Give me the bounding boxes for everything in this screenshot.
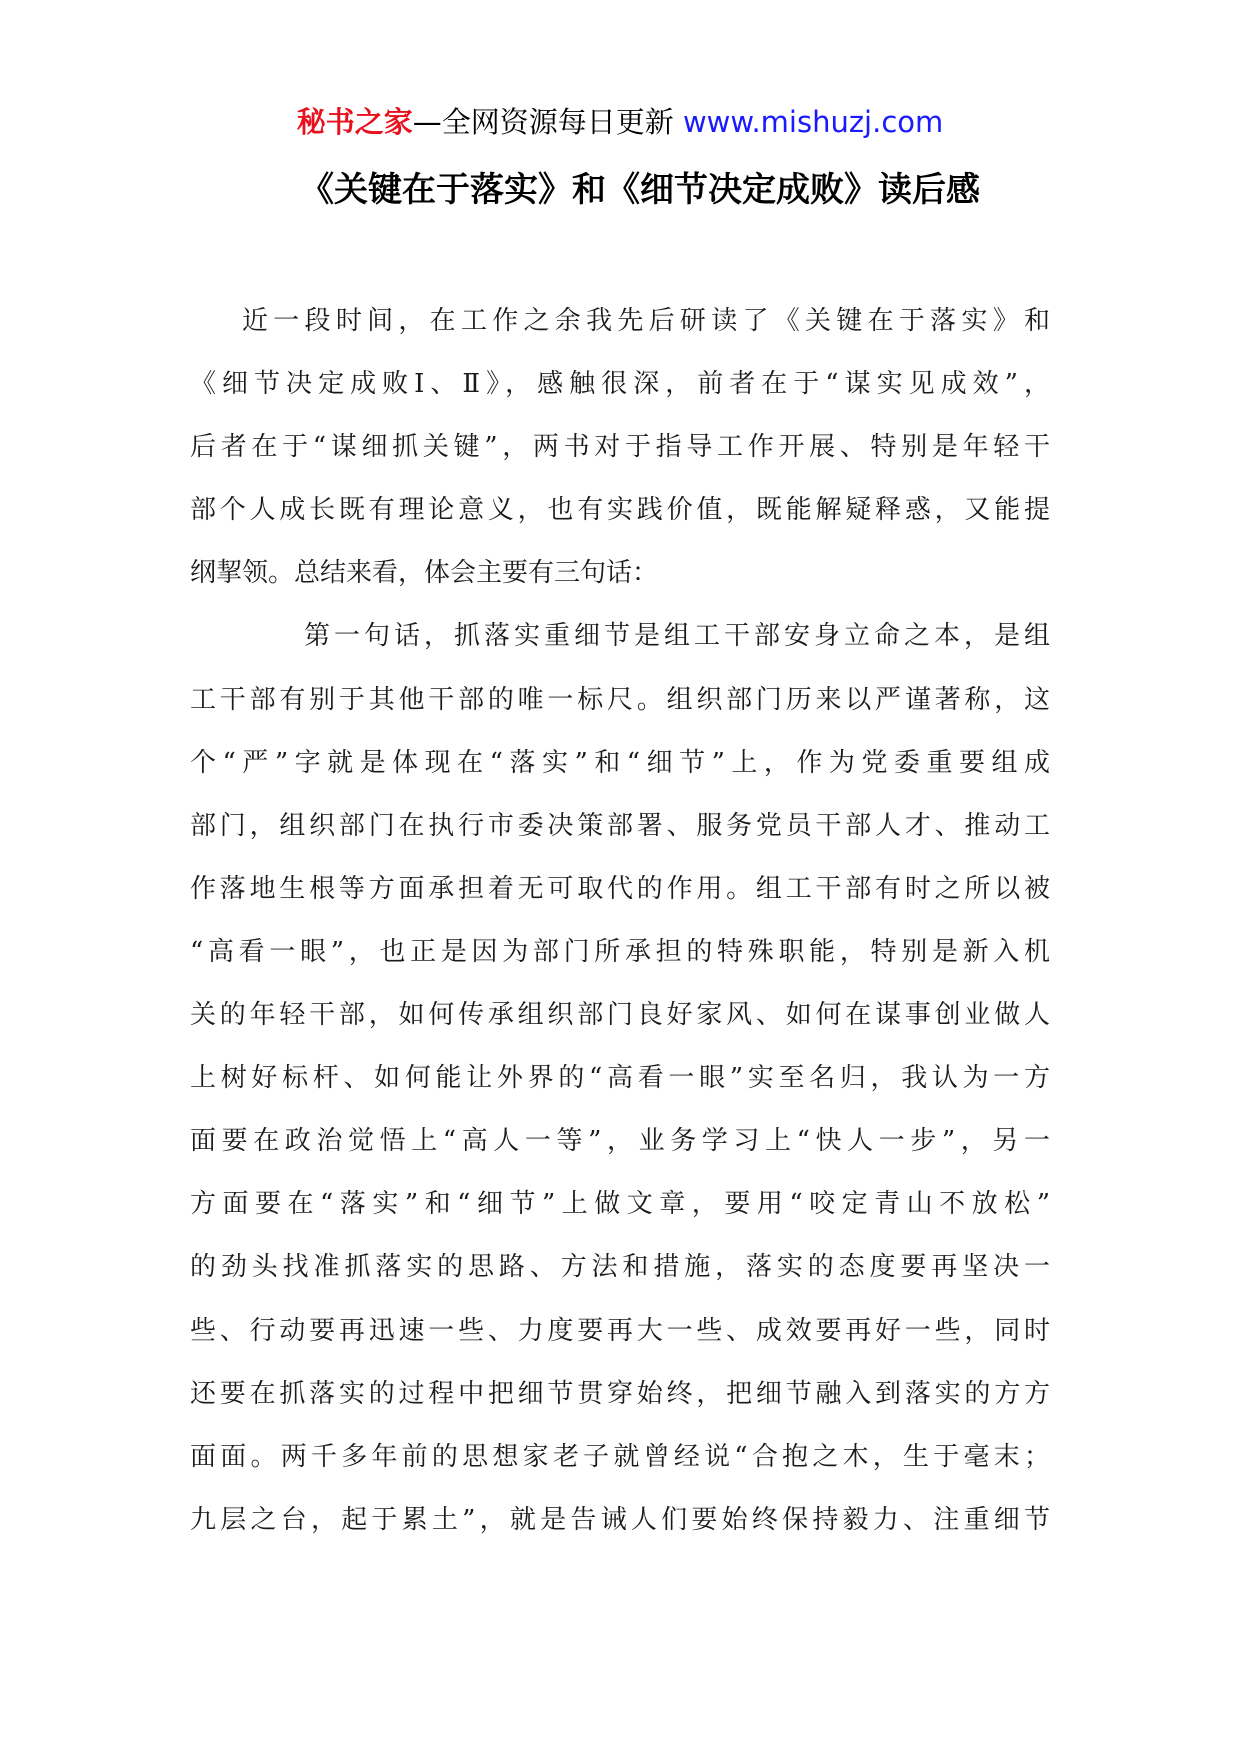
paragraph-line: 的劲头找准抓落实的思路、方法和措施，落实的态度要再坚决一 bbox=[190, 1252, 1050, 1283]
paragraph-line: 关的年轻干部，如何传承组织部门良好家风、如何在谋事创业做人 bbox=[190, 1000, 1050, 1031]
paragraph-line: 个“严”字就是体现在“落实”和“细节”上，作为党委重要组成 bbox=[190, 747, 1050, 778]
paragraph-line: 面要在政治觉悟上“高人一等”，业务学习上“快人一步”，另一 bbox=[190, 1126, 1050, 1157]
paragraph-line: 面面。两千多年前的思想家老子就曾经说“合抱之木，生于毫末； bbox=[190, 1441, 1050, 1472]
paragraph-line: 些、行动要再迅速一些、力度要再大一些、成效要再好一些，同时 bbox=[190, 1315, 1050, 1346]
site-url-link[interactable]: www.mishuzj.com bbox=[682, 105, 944, 139]
paragraph-line: 还要在抓落实的过程中把细节贯穿始终，把细节融入到落实的方方 bbox=[190, 1378, 1050, 1409]
paragraph-line: 部门，组织部门在执行市委决策部署、服务党员干部人才、推动工 bbox=[190, 810, 1050, 841]
document-body bbox=[190, 290, 1050, 1552]
site-tagline: —全网资源每日更新 bbox=[412, 105, 674, 139]
document-title: 《关键在于落实》和《细节决定成败》读后感 bbox=[300, 170, 980, 210]
paragraph-line: 《细节决定成败Ⅰ、Ⅱ》，感触很深，前者在于“谋实见成效”， bbox=[190, 369, 1050, 400]
site-header bbox=[0, 102, 1240, 142]
paragraph-line: 近一段时间，在工作之余我先后研读了《关键在于落实》和 bbox=[242, 306, 1050, 336]
paragraph-line: 方面要在“落实”和“细节”上做文章，要用“咬定青山不放松” bbox=[190, 1189, 1050, 1220]
paragraph-line: 纲挈领。总结来看，体会主要有三句话： bbox=[190, 558, 659, 589]
paragraph-line: 第一句话，抓落实重细节是组工干部安身立命之本，是组 bbox=[304, 621, 1050, 652]
paragraph-line: “高看一眼”，也正是因为部门所承担的特殊职能，特别是新入机 bbox=[190, 936, 1050, 967]
paragraph-line: 作落地生根等方面承担着无可取代的作用。组工干部有时之所以被 bbox=[190, 873, 1050, 904]
paragraph-line: 上树好标杆、如何能让外界的“高看一眼”实至名归，我认为一方 bbox=[190, 1063, 1050, 1094]
paragraph-line: 后者在于“谋细抓关键”，两书对于指导工作开展、特别是年轻干 bbox=[190, 432, 1050, 463]
paragraph-line: 部个人成长既有理论意义，也有实践价值，既能解疑释惑，又能提 bbox=[190, 495, 1050, 526]
brand-name: 秘书之家 bbox=[296, 105, 413, 139]
paragraph-line: 九层之台，起于累土”，就是告诫人们要始终保持毅力、注重细节 bbox=[190, 1504, 1050, 1535]
paragraph-line: 工干部有别于其他干部的唯一标尺。组织部门历来以严谨著称，这 bbox=[190, 684, 1050, 715]
